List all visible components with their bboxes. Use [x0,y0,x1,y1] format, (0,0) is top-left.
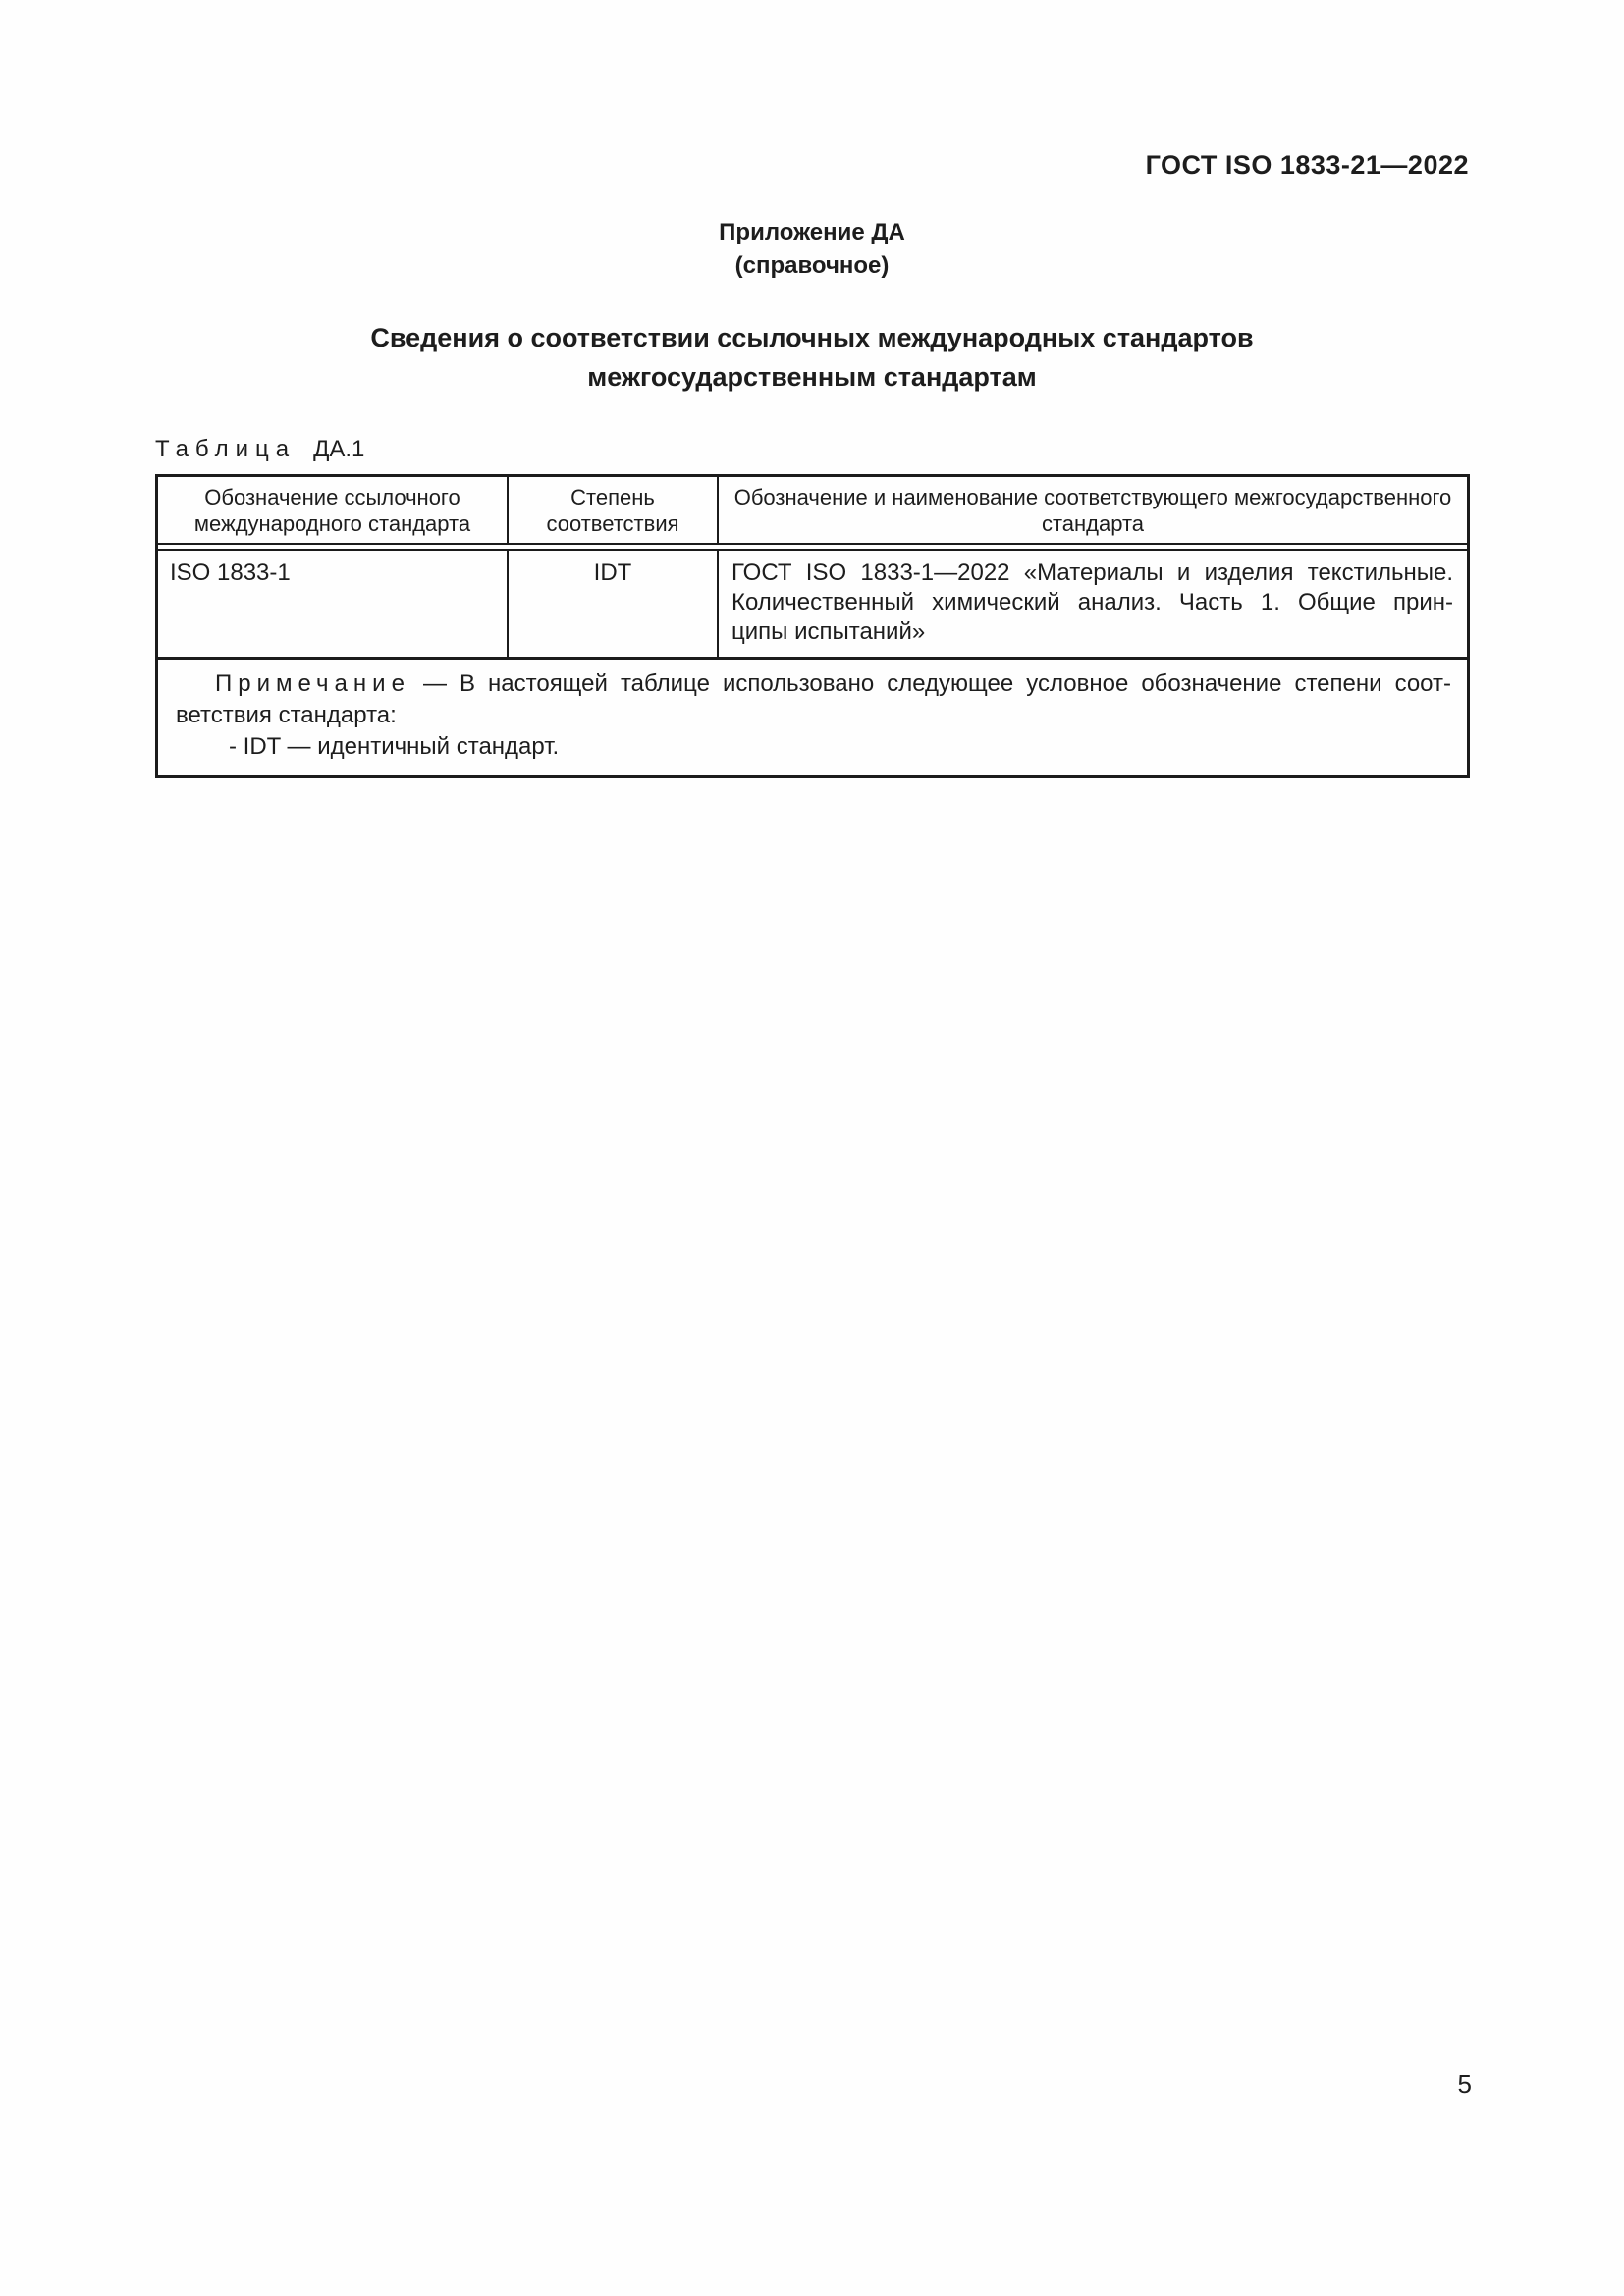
note-line-1 [176,668,1451,700]
header-cell-degree [509,477,719,543]
table-caption-label: Таблица [155,436,297,462]
doc-code-header [0,0,1624,181]
correspondence-table [155,474,1470,778]
note-line-2: ветствия стандарта: [176,702,397,728]
note-label: Примечание [215,670,410,697]
cell-degree: IDT [509,551,719,657]
header-label: Обозначение и наименование соответствующего межгосударственного стандарта [733,485,1452,536]
header-cell-corresponding [719,477,1467,543]
table-caption-number: ДА.1 [313,436,365,462]
header-divider-double-line [158,543,1467,551]
cell-ref-standard: ISO 1833-1 [158,551,509,657]
header-cell-ref-standard [158,477,509,543]
section-title-line2: межгосударственным стандартам [587,362,1037,392]
page-number: 5 [1457,2069,1472,2099]
table-header-row [158,477,1467,543]
appendix-title: Приложение ДА [719,219,905,245]
table-note [158,657,1467,775]
section-title [0,318,1624,397]
table-row [158,551,1467,657]
cell-corresponding-line: Количественный химический анализ. Часть 1. Общие прин- [731,589,1453,615]
appendix-subtitle: (справочное) [734,252,890,279]
cell-corresponding-line: ципы испытаний» [731,618,926,645]
appendix-heading [0,216,1624,283]
cell-corresponding-line: ГОСТ ISO 1833-1—2022 «Материалы и изделия текстильные. [731,560,1453,586]
note-line-3: - IDT — идентичный стандарт. [229,733,560,760]
table-caption [155,436,1624,463]
section-title-line1: Сведения о соответствии ссылочных международных стандартов [370,323,1254,352]
note-text: — В настоящей таблице использовано следующее условное обозначение степени соот- [409,670,1451,697]
doc-code: ГОСТ ISO 1833-21—2022 [1145,150,1469,180]
cell-corresponding [719,551,1467,657]
header-label: Обозначение ссылочного международного стандарта [193,485,471,536]
header-label: Степень соответствия [546,485,679,536]
